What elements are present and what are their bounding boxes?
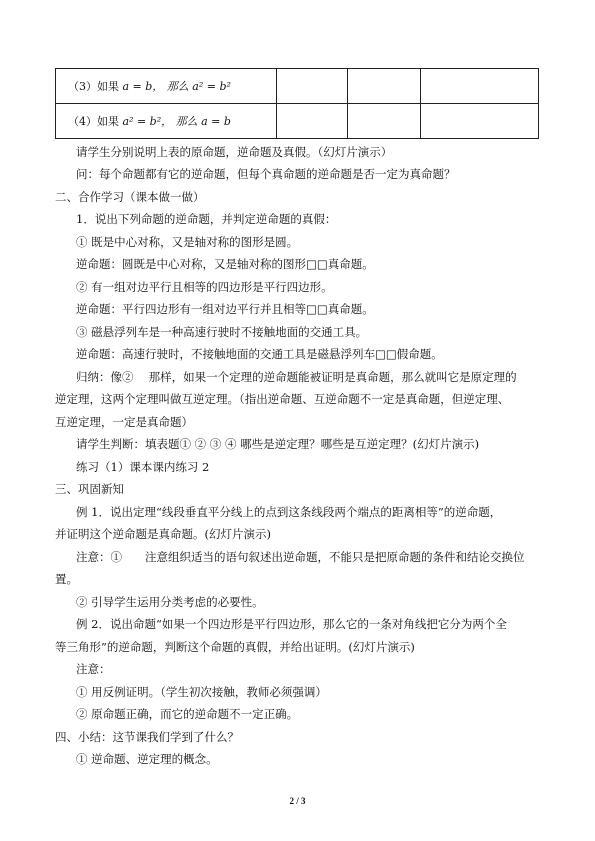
cell-prefix: （3）如果 [68,80,119,93]
paragraph-line: ② 原命题正确，而它的逆命题不一定正确。 [76,707,299,721]
paragraph-line: 逆命题：平行四边形有一组对边平行并且相等□□真命题。 [76,302,374,316]
table-cell [421,69,539,104]
paragraph-line: 逆命题：高速行驶时，不接触地面的交通工具是磁悬浮列车□□假命题。 [76,347,443,361]
table-cell-proposition [56,104,277,139]
paragraph-line: 并证明这个逆命题是真命题。(幻灯片演示) [55,527,271,541]
paragraph-line: 逆定理，这两个定理叫做互逆定理。（指出逆命题、互逆命题不一定是真命题，但逆定理、 [55,392,510,406]
section-heading: 二、合作学习（课本做一做） [55,190,205,204]
paragraph-line: ② 有一组对边平行且相等的四边形是平行四边形。 [76,280,333,294]
paragraph-line: 例 1．说出定理“线段垂直平分线上的点到这条线段两个端点的距离相等”的逆命题， [76,505,502,519]
table-cell [277,104,348,139]
cell-math: a = b， 那么 a² = b² [122,80,231,93]
table-row [56,104,539,139]
table-cell [348,104,421,139]
truth-table [55,68,539,139]
paragraph-line: 练习（1）课本课内练习 2 [76,460,210,474]
paragraph-line: 请学生分别说明上表的原命题，逆命题及真假。（幻灯片演示） [76,145,393,159]
table-row [56,69,539,104]
cell-prefix: （4）如果 [68,115,119,128]
table-cell [277,69,348,104]
paragraph-line: ① 逆命题、逆定理的概念。 [76,752,218,766]
section-heading: 四、小结：这节课我们学到了什么？ [55,730,239,744]
paragraph-line: 互逆定理，一定是真命题） [55,415,193,429]
paragraph-line: 1．说出下列命题的逆命题，并判定逆命题的真假： [76,212,337,226]
paragraph-line: 归纳：像② 那样，如果一个定理的逆命题能被证明是真命题，那么就叫它是原定理的 [76,370,517,384]
paragraph-line: 注意：① 注意组织适当的语句叙述出逆命题，不能只是把原命题的条件和结论交换位 [76,550,525,564]
paragraph-line: ① 用反例证明。（学生初次接触，教师必须强调） [76,685,327,699]
paragraph-line: 例 2．说出命题“如果一个四边形是平行四边形，那么它的一条对角线把它分为两个全 [76,617,507,631]
paragraph-line: ① 既是中心对称，又是轴对称的图形是圆。 [76,235,299,249]
table-cell-proposition [56,69,277,104]
paragraph-line: 注意： [76,662,111,676]
paragraph-line: 问：每个命题都有它的逆命题，但每个真命题的逆命题是否一定为真命题？ [76,167,456,181]
table-cell [348,69,421,104]
paragraph-line: 置。 [55,572,78,586]
paragraph-line: ③ 磁悬浮列车是一种高速行驶时不接触地面的交通工具。 [76,325,368,339]
table-cell [421,104,539,139]
page-number: 2 / 3 [289,796,306,806]
paragraph-line: 逆命题：圆既是中心对称，又是轴对称的图形□□真命题。 [76,257,374,271]
cell-math: a² = b²， 那么 a = b [122,115,231,128]
paragraph-line: 请学生判断：填表题① ② ③ ④ 哪些是逆定理？哪些是互逆定理？(幻灯片演示) [76,437,480,451]
paragraph-line: ② 引导学生运用分类考虑的必要性。 [76,595,264,609]
paragraph-line: 等三角形”的逆命题，判断这个命题的真假，并给出证明。(幻灯片演示) [55,640,415,654]
section-heading: 三、巩固新知 [55,482,124,496]
